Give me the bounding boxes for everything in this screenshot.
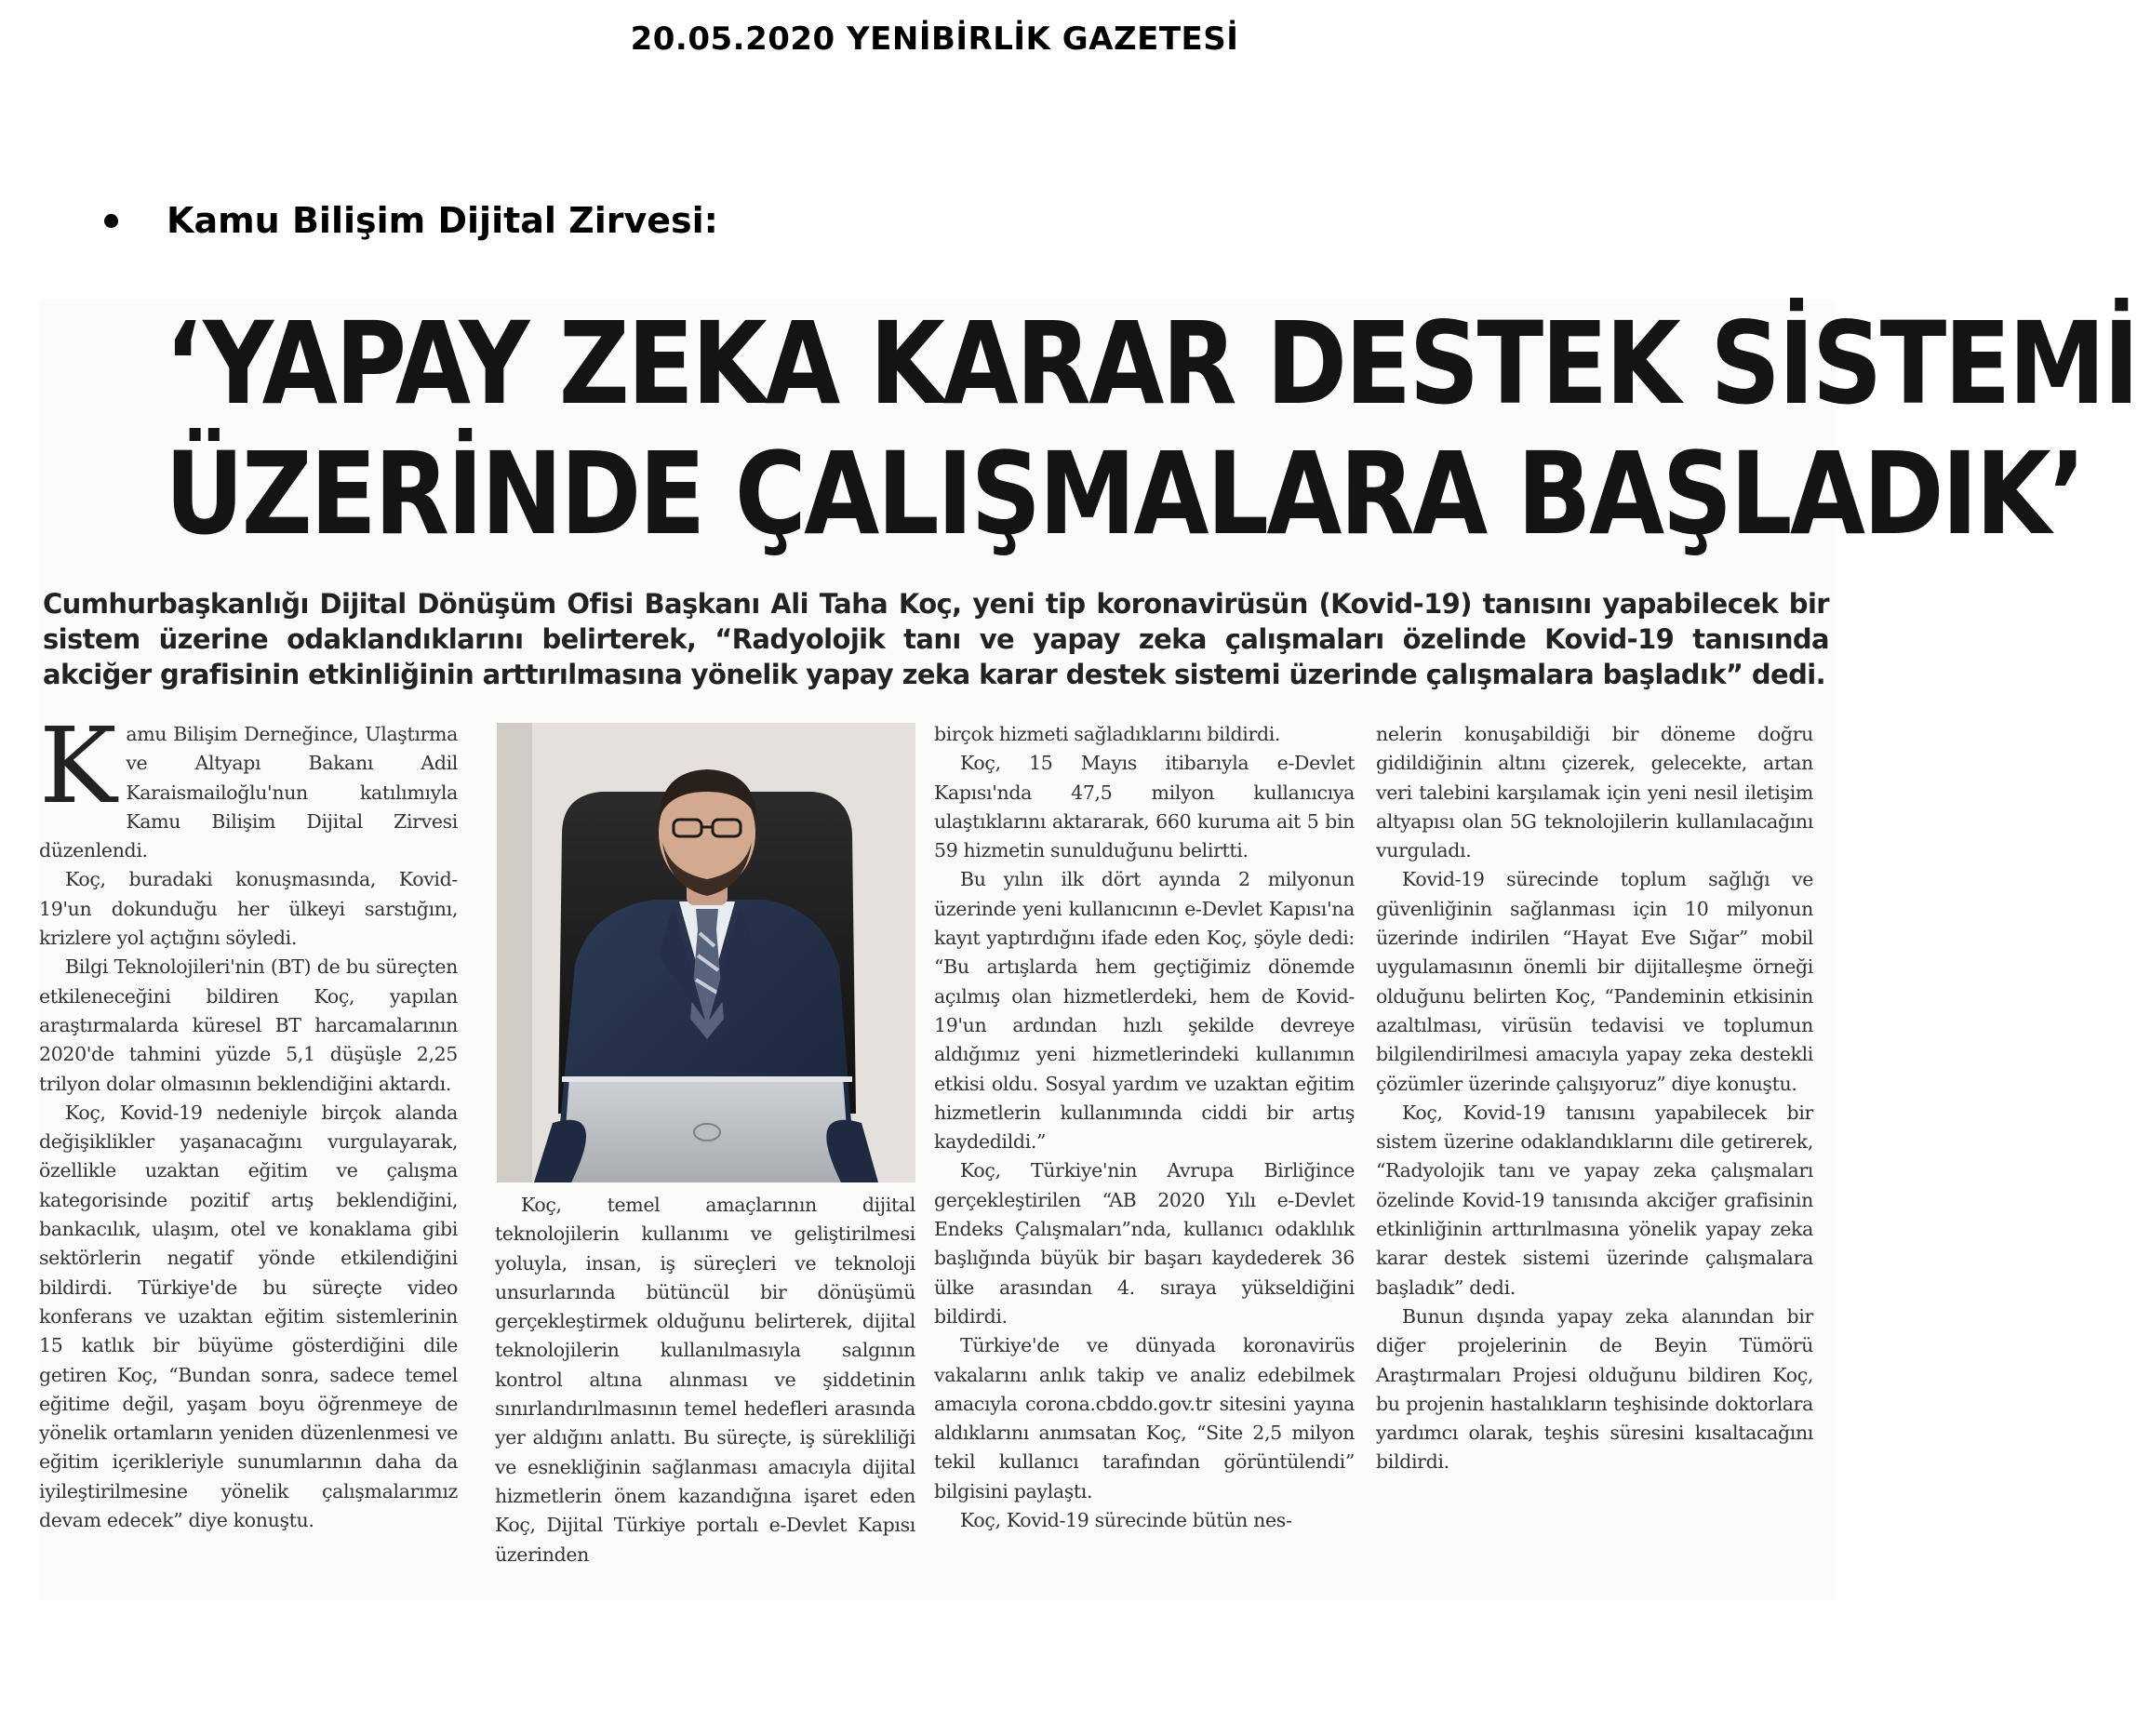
- bullet-item-text: Kamu Bilişim Dijital Zirvesi:: [167, 200, 718, 241]
- article-column-3: [934, 720, 1355, 1535]
- paragraph: birçok hizmeti sağladıklarını bildirdi.: [934, 723, 1281, 745]
- article-lead: Cumhurbaşkanlığı Dijital Dönüşüm Ofisi Başkanı Ali Taha Koç, yeni tip koronavirüsün (Kovid-19) tanısını yapabilecek bir sistem üzerine odaklandıklarını belirterek, “Radyolojik tanı ve yapay zeka çalışmaları özelinde Kovid-19 tanısında akciğer grafisinin etkinliğinin arttırılmasına yönelik yapay zeka karar destek sistemi üzerinde çalışmalara başladık” dedi.: [43, 588, 1829, 690]
- paragraph: Koç, Kovid-19 tanısını yapabilecek bir sistem üzerine odaklandıklarını dile getirerek, “Radyolojik tanı ve yapay zeka çalışmaları özelinde Kovid-19 tanısında akciğer grafisinin etkinliğinin arttırılmasına yönelik yapay zeka karar destek sistemi üzerinde çalışmalara başladık” dedi.: [1376, 1101, 1813, 1299]
- paragraph: Koç, buradaki konuşmasında, Kovid-19'un dokunduğu her ülkeyi sarstığını, krizlere yol açtığını söyledi.: [39, 868, 458, 950]
- drop-cap: K: [39, 706, 117, 827]
- paragraph: Kovid-19 sürecinde toplum sağlığı ve güvenliğinin sağlanması için 10 milyonun üzerinde indirilen “Hayat Eve Sığar” mobil uygulamasının önemli bir dijitalleşme örneği olduğunu belirten Koç, “Pandeminin etkisinin azaltılması, virüsün tedavisi ve toplumun bilgilendirilmesi amacıyla yapay zeka destekli çözümler üzerinde çalışıyoruz” diye konuştu.: [1376, 868, 1813, 1095]
- paragraph: Koç, temel amaçlarının dijital teknolojilerin kullanımı ve geliştirilmesi yoluyla, insan, iş süreçleri ve teknoloji unsurlarında bütüncül bir dönüşümü gerçekleştirmek olduğunu belirterek, dijital teknolojilerin kullanılmasıyla salgının kontrol altına alınması ve şiddetinin sınırlandırılmasının temel hedefleri arasında yer aldığını anlattı. Bu süreçte, iş sürekliliği ve esnekliğinin sağlanması amacıyla dijital hizmetlerin önem kazandığına işaret eden Koç, Dijital Türkiye portalı e-Devlet Kapısı üzerinden: [495, 1194, 915, 1566]
- headline-line-1: ‘YAPAY ZEKA KARAR DESTEK SİSTEMİ: [165, 298, 2137, 430]
- paragraph: Koç, Kovid-19 nedeniyle birçok alanda değişiklikler yaşanacağını vurgulayarak, özellikle uzaktan eğitim ve çalışma kategorisinde pozitif artış beklendiğini, bankacılık, ulaşım, otel ve konaklama gibi sektörlerin negatif yönde etkilendiğini bildirdi. Türkiye'de bu süreçte video konferans ve uzaktan eğitim sistemlerinin 15 katlık bir büyüme gösterdiğini dile getiren Koç, “Bundan sonra, sadece temel eğitime değil, yaşam boyu öğrenmeye de yönelik ortamların yeniden düzenlenmesi ve eğitim içerikleriyle sunumlarının daha da iyileştirilmesine yönelik çalışmalarımız devam edecek” diye konuştu.: [39, 1101, 458, 1532]
- paragraph: Kamu Bilişim Derneğince, Ulaştırma ve Altyapı Bakanı Adil Karaismailoğlu'nun katılımıyla Kamu Bilişim Dijital Zirvesi düzenlendi.: [39, 706, 458, 862]
- paragraph: Bunun dışında yapay zeka alanından bir diğer projelerinin de Beyin Tümörü Araştırmaları Projesi olduğunu bildiren Koç, bu projenin hastalıkların teşhisinde doktorlara yardımcı olarak, teşhis süresini kısaltacağını bildirdi.: [1376, 1304, 1813, 1474]
- paragraph: Koç, 15 Mayıs itibarıyla e-Devlet Kapısı'nda 47,5 milyon kullanıcıya ulaştıklarını aktararak, 660 kuruma ait 5 bin 59 hizmetin sunulduğunu belirtti.: [934, 752, 1355, 862]
- paragraph: Bilgi Teknolojileri'nin (BT) de bu süreçten etkileneceğini bildiren Koç, yapılan araştırmalarda küresel BT harcamalarının 2020'de tahmini yüzde 5,1 düşüşle 2,25 trilyon dolar olmasının beklendiğini aktardı.: [39, 955, 458, 1095]
- bullet-list-item: [104, 197, 718, 244]
- article-column-1: [39, 706, 458, 1535]
- article-column-2: [495, 1191, 915, 1569]
- page-header: 20.05.2020 YENİBİRLİK GAZETESİ: [630, 20, 1239, 58]
- newspaper-clipping: [39, 298, 2137, 1600]
- article-photo: [497, 723, 915, 1182]
- paragraph: Koç, Türkiye'nin Avrupa Birliğince gerçekleştirilen “AB 2020 Yılı e-Devlet Endeks Çalışmaları”nda, kullanıcı odaklılık başlığında büyük bir başarı kaydederek 36 ülke arasından 4. sıraya yükseldiğini bildirdi.: [934, 1159, 1355, 1328]
- paragraph: nelerin konuşabildiği bir döneme doğru gidildiğinin altını çizerek, gelecekte, artan veri talebini karşılamak için yeni nesil iletişim altyapısı olan 5G teknolojilerin kullanılacağını vurguladı.: [1376, 723, 1813, 862]
- person-at-laptop-image: [497, 723, 915, 1182]
- article-headline: [39, 298, 2137, 568]
- headline-line-2: ÜZERİNDE ÇALIŞMALARA BAŞLADIK’: [165, 428, 2084, 560]
- paragraph: Türkiye'de ve dünyada koronavirüs vakalarını anlık takip ve analiz edebilmek amacıyla corona.cbddo.gov.tr sitesini yayına aldıklarını anımsatan Koç, “Site 2,5 milyon tekil kullanıcı tarafından görüntülendi” bilgisini paylaştı.: [934, 1334, 1355, 1502]
- article-column-4: [1376, 720, 1813, 1477]
- paragraph: Koç, Kovid-19 sürecinde bütün nes-: [960, 1509, 1292, 1532]
- bullet-icon: [104, 214, 118, 228]
- paragraph: Bu yılın ilk dört ayında 2 milyonun üzerinde yeni kullanıcının e-Devlet Kapısı'na kayıt yaptırdığını ifade eden Koç, şöyle dedi: “Bu artışlarda hem geçtiğimiz dönemde açılmış olan hizmetlerdeki, hem de Kovid-19'un ardından hızlı şekilde devreye aldığımız yeni hizmetlerindeki kullanımın etkisi oldu. Sosyal yardım ve uzaktan eğitim hizmetlerin kullanımında ciddi bir artış kaydedildi.”: [934, 868, 1355, 1154]
